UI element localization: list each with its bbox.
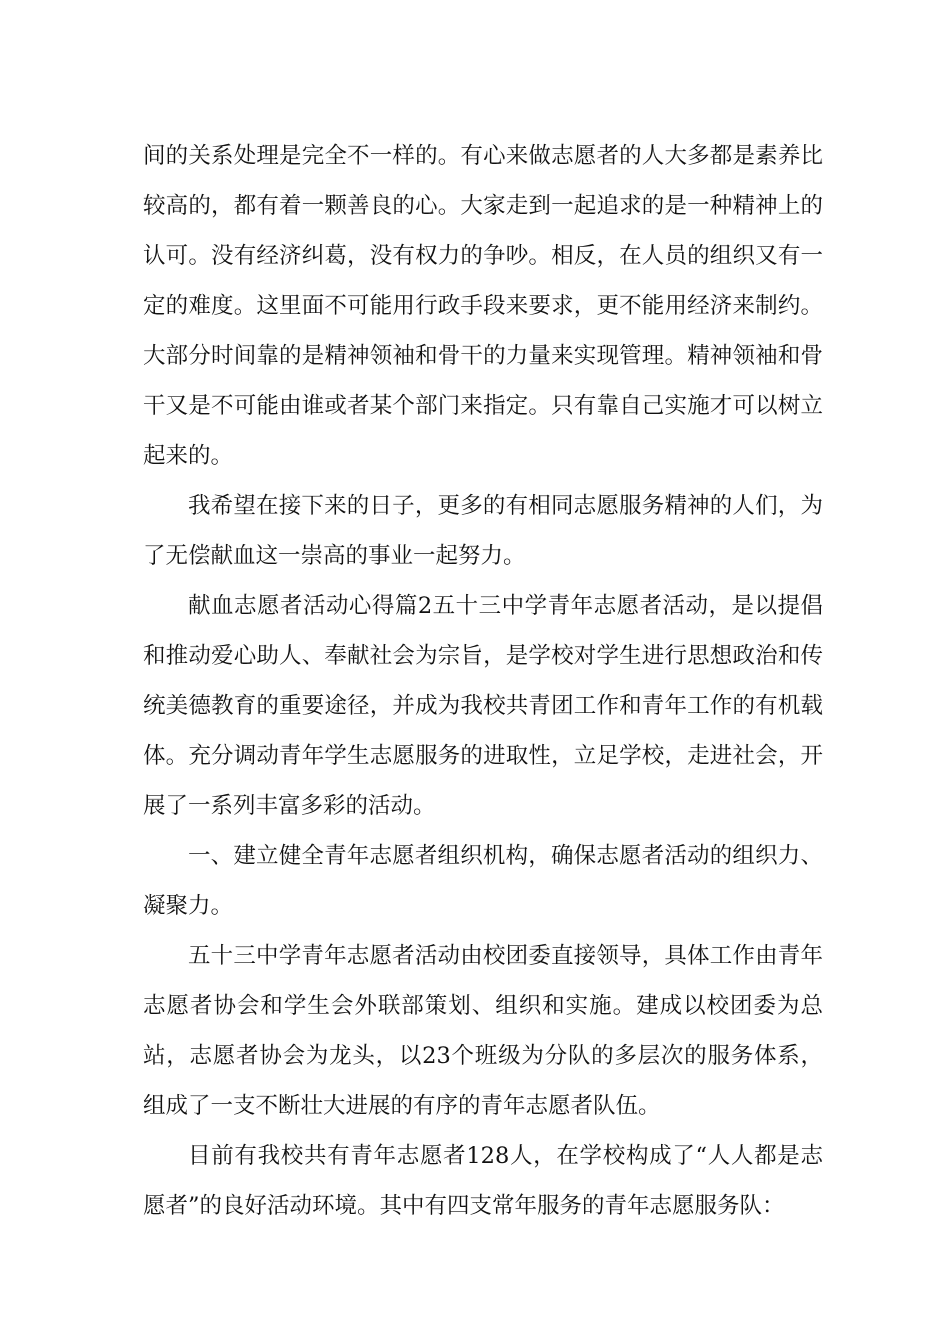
paragraph-hope: 我希望在接下来的日子，更多的有相同志愿服务精神的人们，为了无偿献血这一崇高的事业一起努力。 [143,493,823,569]
document-body [143,131,823,1231]
paragraph-essay-2-intro: 献血志愿者活动心得篇2五十三中学青年志愿者活动，是以提倡和推动爱心助人、奉献社会为宗旨，是学校对学生进行思想政治和传统美德教育的重要途径，并成为我校共青团工作和青年工作的有机载体。充分调动青年学生志愿服务的进取性，立足学校，走进社会，开展了一系列丰富多彩的活动。 [143,593,823,819]
paragraph-volunteer-count: 目前有我校共有青年志愿者128人，在学校构成了“人人都是志愿者”的良好活动环境。其中有四支常年服务的青年志愿服务队： [143,1143,823,1219]
paragraph-continued: 间的关系处理是完全不一样的。有心来做志愿者的人大多都是素养比较高的，都有着一颗善良的心。大家走到一起追求的是一种精神上的认可。没有经济纠葛，没有权力的争吵。相反，在人员的组织又有一定的难度。这里面不可能用行政手段来要求，更不能用经济来制约。大部分时间靠的是精神领袖和骨干的力量来实现管理。精神领袖和骨干又是不可能由谁或者某个部门来指定。只有靠自己实施才可以树立起来的。 [143,143,823,469]
paragraph-section-heading-1: 一、建立健全青年志愿者组织机构，确保志愿者活动的组织力、凝聚力。 [143,843,823,919]
paragraph-organization: 五十三中学青年志愿者活动由校团委直接领导，具体工作由青年志愿者协会和学生会外联部策划、组织和实施。建成以校团委为总站，志愿者协会为龙头，以23个班级为分队的多层次的服务体系，组成了一支不断壮大进展的有序的青年志愿者队伍。 [143,943,823,1119]
